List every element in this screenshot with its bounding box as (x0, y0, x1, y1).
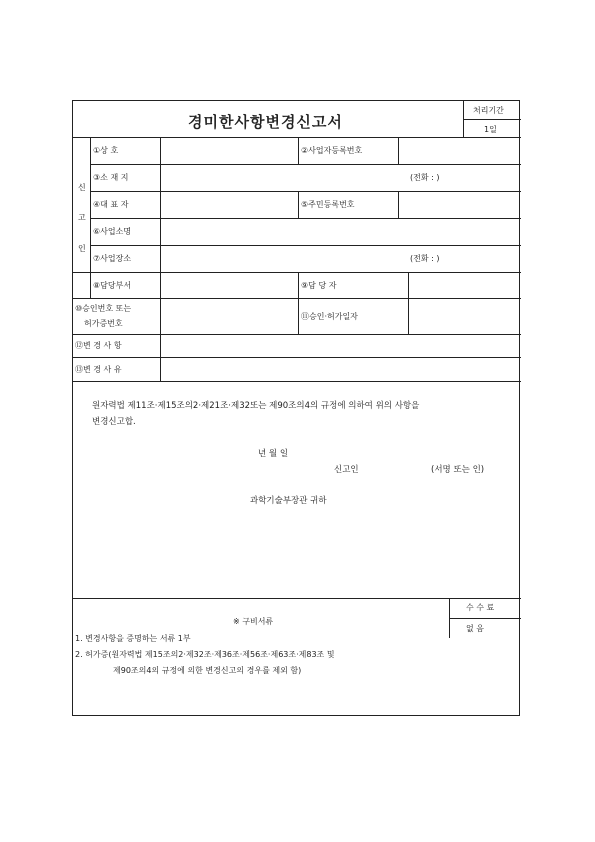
change-item-field[interactable] (161, 335, 520, 357)
workplace-location-label: ⑦사업장소 (93, 254, 132, 263)
workplace-name-label: ⑥사업소명 (93, 227, 132, 236)
change-reason-field[interactable] (161, 358, 520, 381)
approval-number-label-2: 허가증번호 (84, 319, 123, 328)
address-phone: (전화 : ) (410, 173, 440, 182)
workplace-location-field[interactable] (161, 246, 520, 272)
trade-name-label: ①상 호 (93, 146, 119, 155)
approval-date-field[interactable] (409, 299, 520, 334)
document-item-2-line-1: 2. 허가증(원자력법 제15조의2·제32조·제36조·제56조·제63조·제83조 및 (75, 650, 335, 659)
statement-line-1: 원자력법 제11조·제15조의2·제21조·제32또는 제90조의4의 규정에 의하여 위의 사항을 (92, 401, 420, 411)
business-reg-no-label: ②사업자등록번호 (301, 146, 363, 155)
signature-note: (서명 또는 인) (431, 465, 485, 475)
applicant-side-label-1: 신 (78, 183, 86, 192)
approval-number-field[interactable] (161, 299, 298, 334)
address-field[interactable] (161, 165, 520, 191)
resident-reg-no-label: ⑤주민등록번호 (301, 200, 355, 209)
fee-label: 수 수 료 (466, 603, 495, 612)
department-label: ⑧담당부서 (93, 281, 132, 290)
statement-line-2: 변경신고합. (92, 417, 136, 427)
representative-label: ④대 표 자 (93, 200, 129, 209)
business-reg-no-field[interactable] (399, 138, 520, 164)
person-in-charge-label: ⑨담 당 자 (301, 281, 337, 290)
department-field[interactable] (161, 273, 298, 298)
applicant-side-label-3: 인 (78, 244, 86, 253)
representative-field[interactable] (161, 192, 298, 218)
document-item-2-line-2: 제90조의4의 규정에 의한 변경신고의 경우를 제외 함) (113, 666, 302, 675)
applicant-side-label-2: 고 (78, 213, 86, 222)
required-documents-header: ※ 구비서류 (233, 617, 274, 626)
change-reason-label: ⑬변 경 사 유 (75, 365, 122, 374)
approval-date-label: ⑪승인·허가일자 (301, 312, 358, 321)
addressee: 과학기술부장관 귀하 (250, 496, 327, 506)
workplace-name-field[interactable] (161, 219, 520, 245)
change-item-label: ⑫변 경 사 항 (75, 341, 122, 350)
change-report-form (72, 100, 520, 716)
signer-label: 신고인 (334, 465, 359, 475)
date-line: 년 월 일 (258, 449, 289, 459)
fee-value: 없 음 (466, 624, 484, 633)
approval-number-label-1: ⑩승인번호 또는 (75, 304, 132, 313)
person-in-charge-field[interactable] (409, 273, 520, 298)
form-title: 경미한사항변경신고서 (188, 113, 343, 131)
processing-period-value: 1일 (484, 125, 497, 134)
resident-reg-no-field[interactable] (399, 192, 520, 218)
trade-name-field[interactable] (161, 138, 298, 164)
document-item-1: 1. 변경사항을 증명하는 서류 1부 (75, 634, 191, 643)
workplace-phone: (전화 : ) (410, 254, 440, 263)
address-label: ③소 재 지 (93, 173, 129, 182)
processing-period-label: 처리기간 (473, 106, 504, 115)
